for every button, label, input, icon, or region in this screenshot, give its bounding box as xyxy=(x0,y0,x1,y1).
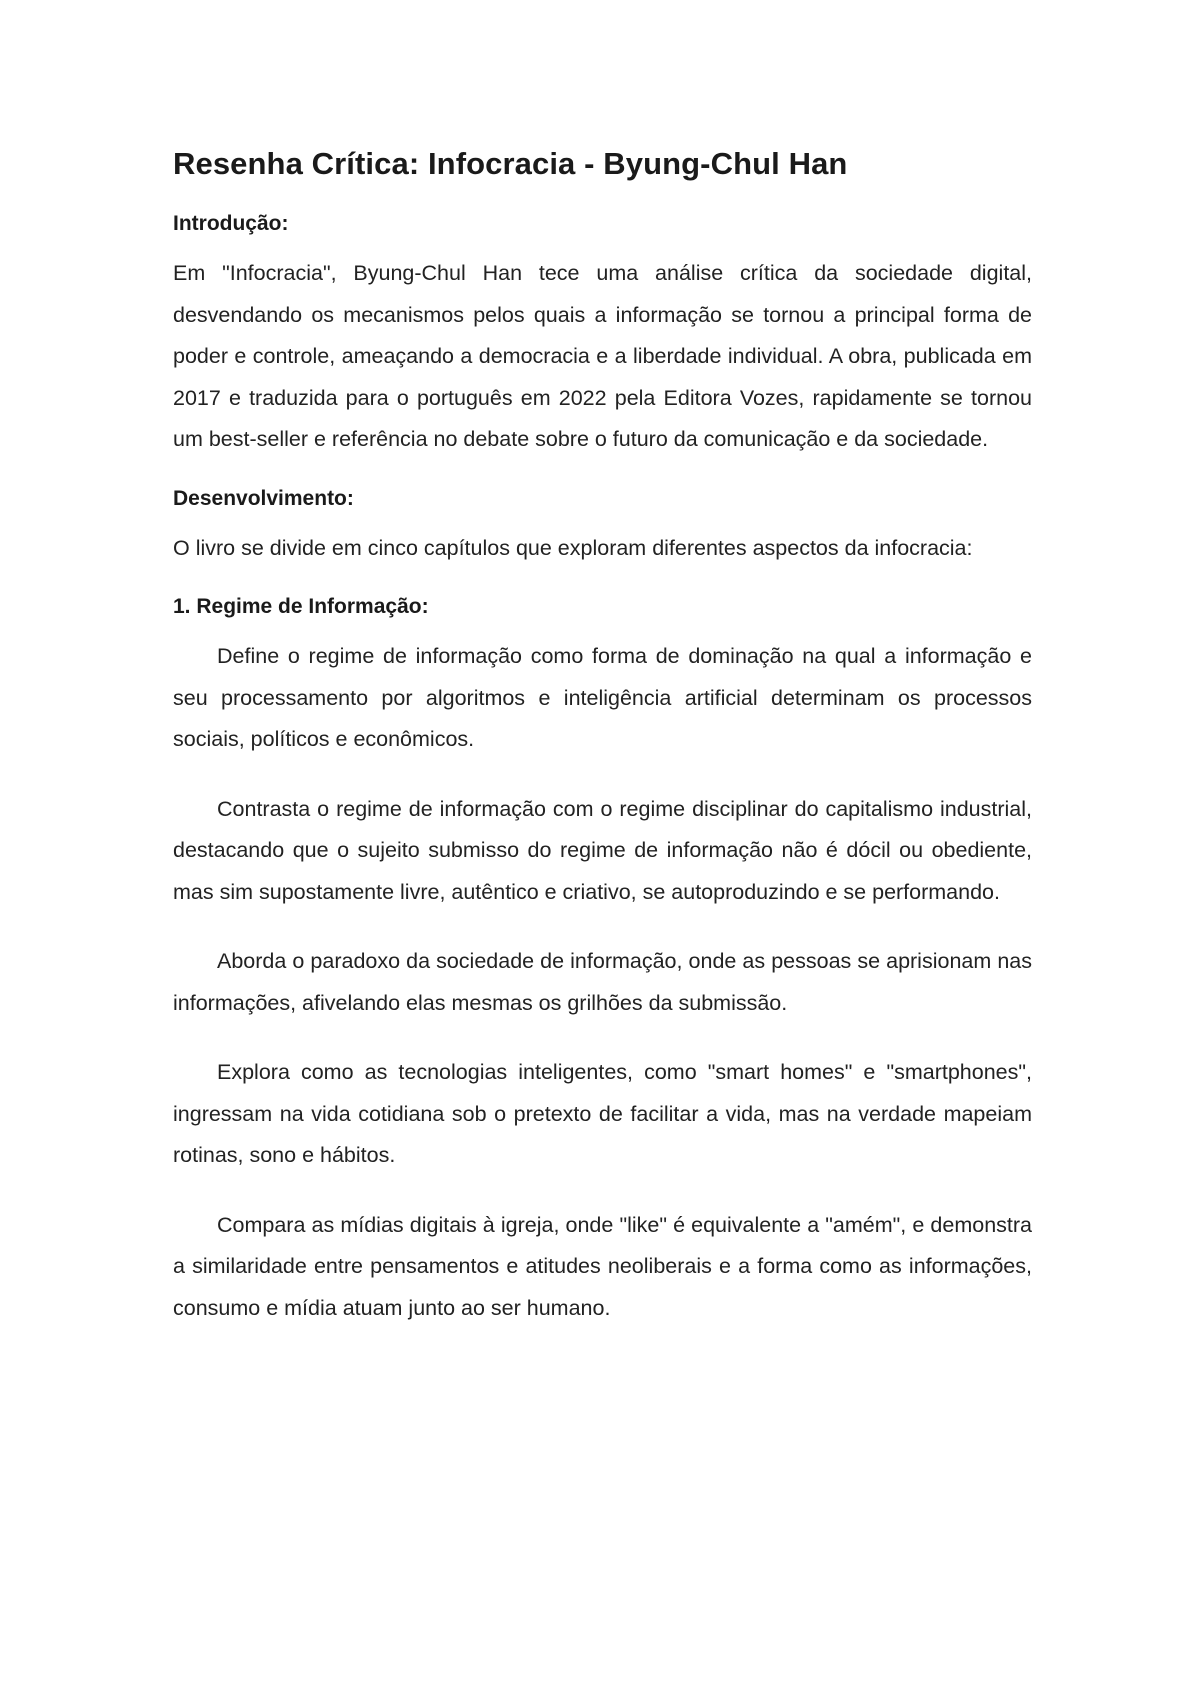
intro-heading: Introdução: xyxy=(173,212,289,235)
chapter1-paragraph: Contrasta o regime de informação com o regime disciplinar do capitalismo industrial, destacando que o sujeito submisso do regime de informação não é dócil ou obediente, mas sim supostamente livre, autêntico e criativo, se autoproduzindo e se performando. xyxy=(173,796,1032,904)
document-title: Resenha Crítica: Infocracia - Byung-Chul Han xyxy=(173,146,848,181)
development-heading: Desenvolvimento: xyxy=(173,486,354,510)
chapter1-paragraph: Define o regime de informação como forma de dominação na qual a informação e seu processamento por algoritmos e inteligência artificial determinam os processos sociais, políticos e econômicos. xyxy=(173,644,1032,751)
chapter1-paragraph: Aborda o paradoxo da sociedade de informação, onde as pessoas se aprisionam nas informações, afivelando elas mesmas os grilhões da submissão. xyxy=(173,949,1032,1015)
development-paragraph: O livro se divide em cinco capítulos que exploram diferentes aspectos da infocracia: xyxy=(173,535,973,560)
chapter1-paragraph: Explora como as tecnologias inteligentes, como "smart homes" e "smartphones", ingressam na vida cotidiana sob o pretexto de facilitar a vida, mas na verdade mapeiam rotinas, sono e hábitos. xyxy=(173,1060,1032,1167)
chapter1-paragraph: Compara as mídias digitais à igreja, onde "like" é equivalente a "amém", e demonstra a similaridade entre pensamentos e atitudes neoliberais e a forma como as informações, consumo e mídia atuam junto ao ser humano. xyxy=(173,1212,1032,1320)
intro-paragraph: Em "Infocracia", Byung-Chul Han tece uma análise crítica da sociedade digital, desvendando os mecanismos pelos quais a informação se tornou a principal forma de poder e controle, ameaçando a democracia e a liberdade individual. A obra, publicada em 2017 e traduzida para o português em 2022 pela Editora Vozes, rapidamente se tornou um best-seller e referência no debate sobre o futuro da comunicação e da sociedade. xyxy=(173,261,1032,451)
chapter1-heading: 1. Regime de Informação: xyxy=(173,595,429,618)
